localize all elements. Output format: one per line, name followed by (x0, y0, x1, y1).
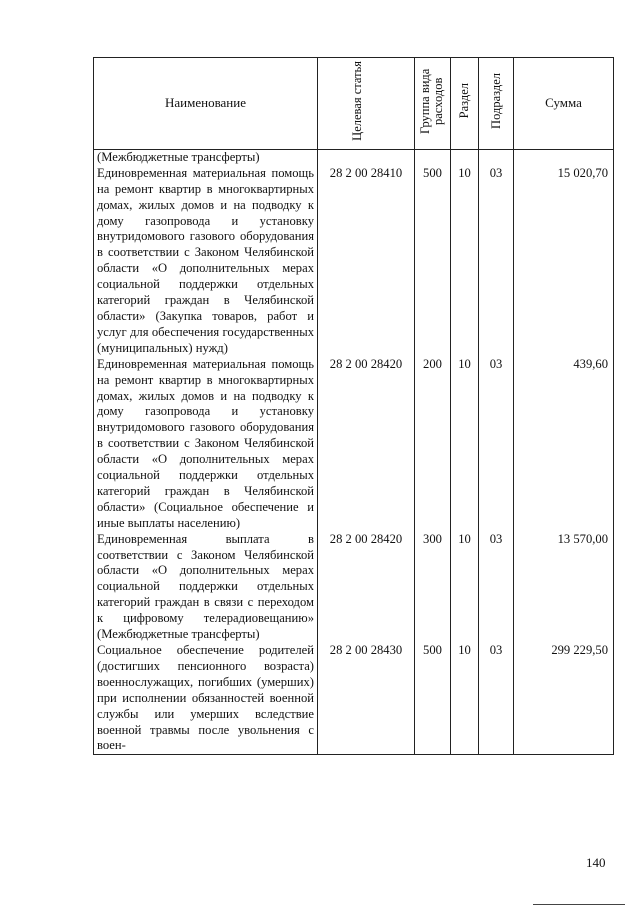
header-name: Наименование (94, 58, 318, 150)
row-subsection: 03 (479, 357, 514, 532)
row-subsection: 03 (479, 166, 514, 357)
table-row (94, 149, 614, 165)
page-number: 140 (586, 855, 606, 870)
budget-table (93, 57, 614, 755)
row-section: 10 (451, 357, 479, 532)
header-section: Раздел (451, 58, 479, 150)
table-header-row (94, 58, 614, 150)
row-target: 28 2 00 28420 (318, 532, 415, 643)
header-target: Целевая статья (318, 58, 415, 150)
row-name: Единовременная материальная помощь на ремонт квартир в многоквартирных домах, жилых домов и на подводку к дому газопровода и установку внутридомового газового оборудования в соответствии с Законом Челябинской области «О дополнительных мерах социальной поддержки отдельных категорий граждан в Челябинской области» (Закупка товаров, работ и услуг для обеспечения государственных (муниципальных) нужд) (94, 166, 318, 357)
header-expense-group: Группа вида расходов (415, 58, 451, 150)
row-sum (514, 149, 614, 165)
row-section (451, 149, 479, 165)
row-section: 10 (451, 166, 479, 357)
table-row (94, 643, 614, 755)
row-name: Единовременная выплата в соответствии с Законом Челябинской области «О дополнительных мерах социальной поддержки отдельных категорий граждан в связи с переходом к цифровому телерадиовещанию» (Межбюджетные трансферты) (94, 532, 318, 643)
row-group (415, 149, 451, 165)
table-row (94, 166, 614, 357)
row-target: 28 2 00 28420 (318, 357, 415, 532)
row-section: 10 (451, 532, 479, 643)
row-sum: 13 570,00 (514, 532, 614, 643)
header-sum: Сумма (514, 58, 614, 150)
row-group: 200 (415, 357, 451, 532)
row-target: 28 2 00 28430 (318, 643, 415, 755)
row-name: Единовременная материальная помощь на ремонт квартир в многоквартирных домах, жилых домов и на подводку к дому газопровода и установку внутридомового газового оборудования в соответствии с Законом Челябинской области «О дополнительных мерах социальной поддержки отдельных категорий граждан в Челябинской области» (Социальное обеспечение и иные выплаты населению) (94, 357, 318, 532)
row-group: 300 (415, 532, 451, 643)
row-section: 10 (451, 643, 479, 755)
row-sum: 15 020,70 (514, 166, 614, 357)
table-row (94, 532, 614, 643)
row-target: 28 2 00 28410 (318, 166, 415, 357)
row-subsection: 03 (479, 532, 514, 643)
row-name: Социальное обеспечение родителей (достигших пенсионного возраста) военнослужащих, погибших (умерших) при исполнении обязанностей военной службы или умерших вследствие военной травмы после увольнения с воен- (94, 643, 318, 755)
header-subsection: Подраздел (479, 58, 514, 150)
row-group: 500 (415, 166, 451, 357)
row-group: 500 (415, 643, 451, 755)
row-name: (Межбюджетные трансферты) (94, 149, 318, 165)
row-sum: 439,60 (514, 357, 614, 532)
row-subsection (479, 149, 514, 165)
row-target (318, 149, 415, 165)
table-row (94, 357, 614, 532)
row-sum: 299 229,50 (514, 643, 614, 755)
row-subsection: 03 (479, 643, 514, 755)
